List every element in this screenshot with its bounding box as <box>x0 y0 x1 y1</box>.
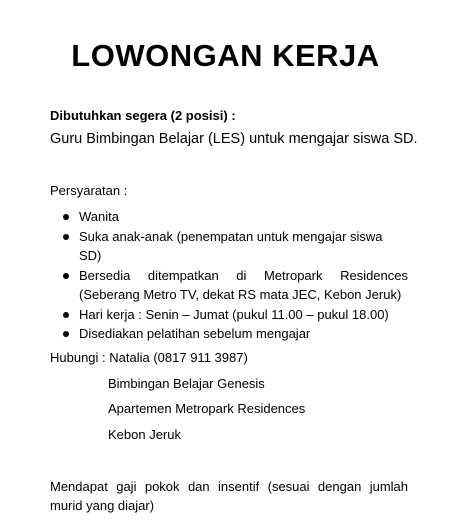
requirement-item <box>62 227 408 266</box>
requirement-text: Wanita <box>79 209 119 224</box>
contact-address: Apartemen Metropark Residences <box>108 401 306 416</box>
requirements-list <box>62 207 408 344</box>
requirement-text: Disediakan pelatihan sebelum mengajar <box>79 326 311 341</box>
requirement-text: Suka anak-anak (penempatan untuk mengajar siswa SD) <box>79 228 383 263</box>
contact-area: Kebon Jeruk <box>108 427 181 442</box>
salary-line-1: Mendapat gaji pokok dan insentif (sesuai dengan jumlah <box>50 479 408 494</box>
requirement-item <box>62 207 408 227</box>
requirement-text: Hari kerja : Senin – Jumat (pukul 11.00 – pukul 18.00) <box>79 306 389 322</box>
requirements-heading: Persyaratan : <box>50 183 128 198</box>
requirement-item <box>62 266 408 305</box>
requirement-text: Bersedia ditempatkan di Metropark Residences <box>79 267 408 283</box>
contact-line: Hubungi : Natalia (0817 911 3987) <box>50 350 248 365</box>
salary-line-2: murid yang diajar) <box>50 498 155 513</box>
position-description: Guru Bimbingan Belajar (LES) untuk mengajar siswa SD. <box>50 131 418 147</box>
requirement-text-continued: (Seberang Metro TV, dekat RS mata JEC, Kebon Jeruk) <box>79 287 402 302</box>
salary-note <box>50 477 408 515</box>
requirement-item <box>62 305 408 325</box>
needed-heading: Dibutuhkan segera (2 posisi) : <box>50 108 236 123</box>
page-title: LOWONGAN KERJA <box>71 38 380 73</box>
requirement-item <box>62 324 408 344</box>
contact-org: Bimbingan Belajar Genesis <box>108 376 265 391</box>
